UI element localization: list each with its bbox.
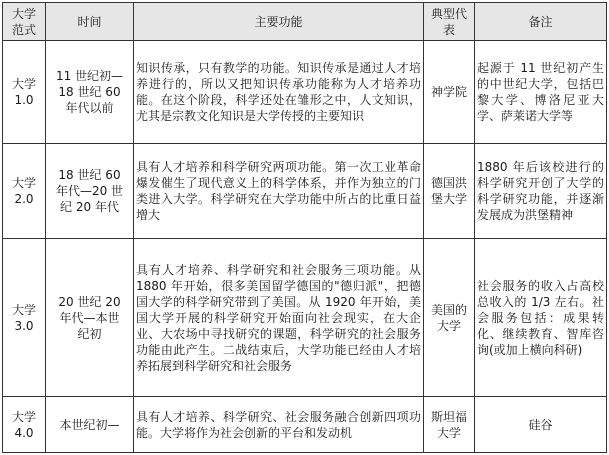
university-paradigm-table — [2, 2, 607, 453]
header-main-function: 主要功能 — [134, 3, 424, 41]
cell-paradigm: 大学 4.0 — [3, 397, 46, 453]
table-row — [3, 239, 607, 397]
cell-paradigm: 大学 2.0 — [3, 144, 46, 239]
cell-example: 斯坦福 大学 — [424, 397, 475, 453]
cell-function: 具有人才培养、科学研究、社会服务融合创新四项功能。大学将作为社会创新的平台和发动机 — [134, 397, 424, 453]
cell-example: 德国洪 堡大学 — [424, 144, 475, 239]
cell-time: 20 世纪 20 年代—本世 纪初 — [46, 239, 134, 397]
header-notes: 备注 — [475, 3, 607, 41]
cell-time: 18 世纪 60 年代—20 世 纪 20 年代 — [46, 144, 134, 239]
cell-note: 起源于 11 世纪初产生的中世纪大学，包括巴黎大学、博洛尼亚大学、萨莱诺大学等 — [475, 41, 607, 144]
cell-example: 神学院 — [424, 41, 475, 144]
table-row — [3, 144, 607, 239]
cell-note: 硅谷 — [475, 397, 607, 453]
table-row — [3, 397, 607, 453]
header-paradigm: 大学 范式 — [3, 3, 46, 41]
cell-time: 11 世纪初— 18 世纪 60 年代以前 — [46, 41, 134, 144]
table-header-row — [3, 3, 607, 41]
cell-note: 1880 年后该校进行的科学研究开创了大学的科学研究功能，并逐渐发展成为洪堡精神 — [475, 144, 607, 239]
cell-paradigm: 大学 1.0 — [3, 41, 46, 144]
header-time: 时间 — [46, 3, 134, 41]
cell-function: 具有人才培养、科学研究和社会服务三项功能。从 1880 年开始，很多美国留学德国的"德归派"，把德国大学的科学研究带到了美国。从 1920 年开始，美国大学开展的科学研究开始面向社会现实，在大企业、大农场中寻找研究的课题，科学研究的社会服务功能由此产生。二战结束后，大学功能已经由人才培养拓展到科学研究和社会服务 — [134, 239, 424, 397]
cell-example: 美国的 大学 — [424, 239, 475, 397]
cell-function: 具有人才培养和科学研究两项功能。第一次工业革命爆发催生了现代意义上的科学体系，并作为独立的门类进入大学。科学研究在大学功能中所占的比重日益增大 — [134, 144, 424, 239]
cell-function: 知识传承，只有教学的功能。知识传承是通过人才培养进行的，所以又把知识传承功能称为人才培养功能。在这个阶段，科学还处在雏形之中，人文知识，尤其是宗教文化知识是大学传授的主要知识 — [134, 41, 424, 144]
cell-paradigm: 大学 3.0 — [3, 239, 46, 397]
cell-note: 社会服务的收入占高校总收入的 1/3 左右。社会服务包括：成果转化、继续教育、智库咨询(或加上横向科研) — [475, 239, 607, 397]
header-typical-example: 典型代 表 — [424, 3, 475, 41]
table-row — [3, 41, 607, 144]
cell-time: 本世纪初— — [46, 397, 134, 453]
